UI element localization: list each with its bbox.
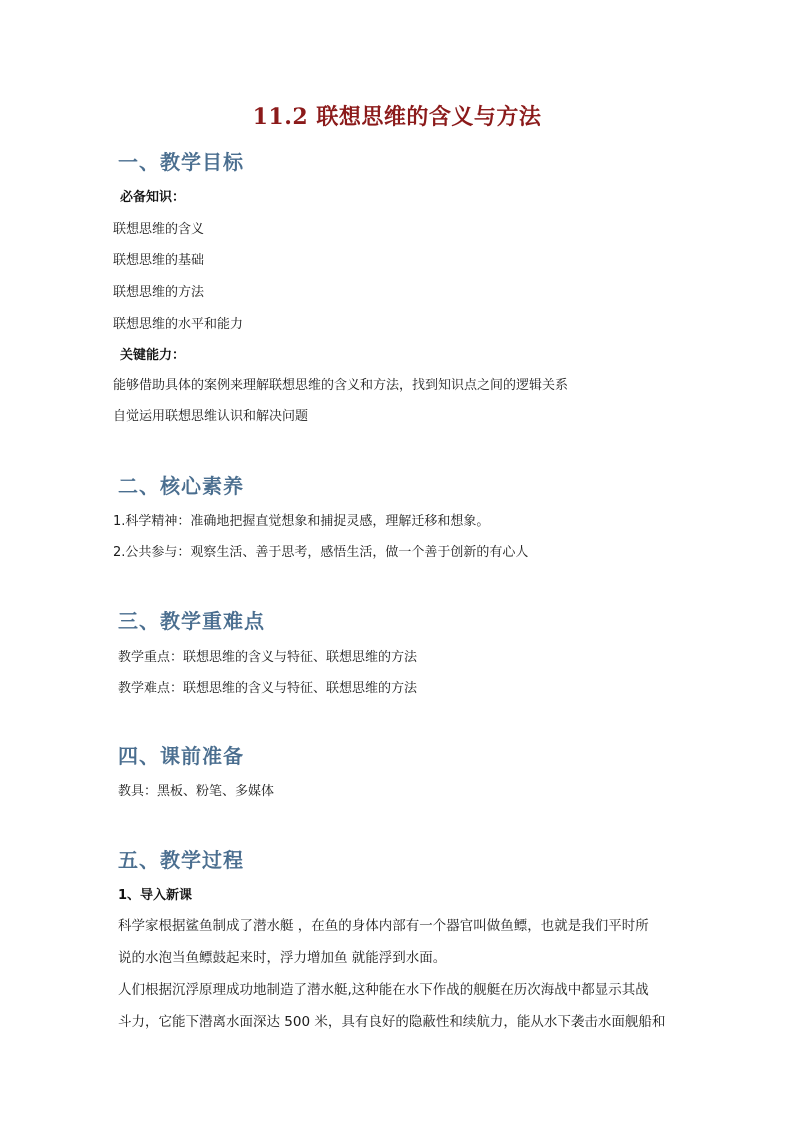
paragraph-line: 科学家根据鲨鱼制成了潜水艇 ，在鱼的身体内部有一个器官叫做鱼鳔，也就是我们平时所 bbox=[118, 918, 649, 934]
list-item: 2.公共参与：观察生活、善于思考，感悟生活，做一个善于创新的有心人 bbox=[113, 545, 529, 560]
section-heading-preparation: 四、课前准备 bbox=[118, 744, 244, 768]
list-item: 能够借助具体的案例来理解联想思维的含义和方法，找到知识点之间的逻辑关系 bbox=[113, 378, 569, 393]
list-item: 自觉运用联想思维认识和解决问题 bbox=[113, 409, 309, 424]
paragraph-line: 人们根据沉浮原理成功地制造了潜水艇,这种能在水下作战的舰艇在历次海战中都显示其战 bbox=[118, 982, 649, 998]
subheading-required-knowledge: 必备知识： bbox=[120, 190, 186, 205]
list-item: 联想思维的水平和能力 bbox=[113, 317, 244, 332]
list-item: 教学难点：联想思维的含义与特征、联想思维的方法 bbox=[118, 681, 418, 696]
subheading-introduction: 1、导入新课 bbox=[118, 888, 193, 903]
list-item: 1.科学精神：准确地把握直觉想象和捕捉灵感，理解迁移和想象。 bbox=[113, 514, 490, 529]
list-item: 联想思维的方法 bbox=[113, 285, 205, 300]
subheading-key-abilities: 关键能力： bbox=[120, 348, 186, 363]
page-title: 11.2 联想思维的含义与方法 bbox=[252, 104, 542, 130]
list-item: 教具：黑板、粉笔、多媒体 bbox=[118, 784, 275, 799]
section-heading-core-literacy: 二、核心素养 bbox=[118, 474, 244, 498]
paragraph-line: 说的水泡当鱼鳔鼓起来时，浮力增加鱼 就能浮到水面。 bbox=[118, 950, 447, 966]
list-item: 联想思维的基础 bbox=[113, 253, 205, 268]
list-item: 联想思维的含义 bbox=[113, 222, 205, 237]
list-item: 教学重点：联想思维的含义与特征、联想思维的方法 bbox=[118, 650, 418, 665]
section-heading-process: 五、教学过程 bbox=[118, 848, 244, 872]
section-heading-key-points: 三、教学重难点 bbox=[118, 609, 265, 633]
section-heading-objectives: 一、教学目标 bbox=[118, 150, 244, 174]
paragraph-line: 斗力，它能下潜离水面深达 500 米，具有良好的隐蔽性和续航力，能从水下袭击水面舰船和 bbox=[118, 1014, 666, 1030]
